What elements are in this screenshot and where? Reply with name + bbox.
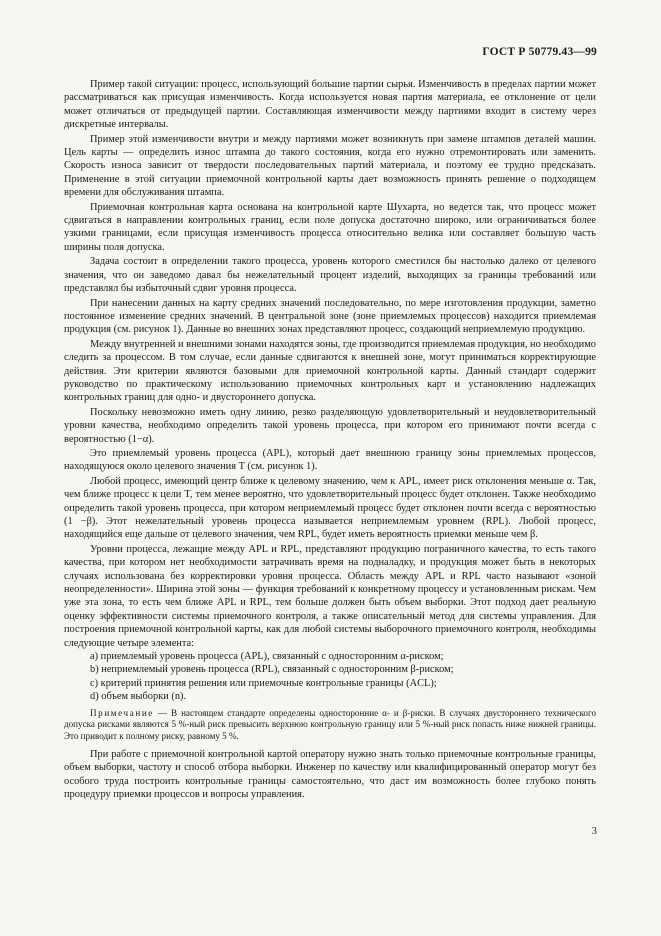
paragraph: При нанесении данных на карту средних значений последовательно, по мере изготовления продукции, заметно постоянное изменение средних значений. В центральной зоне (зоне приемлемых процессов) находится приемлемая продукция (см. рисунок 1). Данные во внешних зонах представляют процесс, создающий неприемлемую продукцию. [64, 297, 596, 336]
note-label: Примечание [90, 707, 154, 718]
list-item: d) объем выборки (n). [90, 691, 187, 703]
page-number: 3 [591, 826, 597, 837]
paragraph: Пример такой ситуации: процесс, использующий большие партии сырья. Изменчивость в пределах партии может рассматриваться как присущая изменчивость. Когда используется новая партия материала, ее отклонение от цели может отличаться от предыдущей партии. Составляющая изменчивости между партиями входит в систему через дискретные интервалы. [64, 79, 596, 131]
paragraph: Любой процесс, имеющий центр ближе к целевому значению, чем к APL, имеет риск отклонения меньше α. Так, чем ближе процесс к цели T, тем менее вероятно, что удовлетворительный процесс будет отклонен. Также необходимо определить такой уровень процесса, при котором неприемлемый процесс будет отклонен почти всегда с вероятностью (1 −β). Этот нежелательный уровень процесса называется неприемлемым уровнем (RPL). Любой процесс, находящийся еще дальше от целевого значения, чем RPL, будет иметь вероятность приемки меньше чем β. [64, 475, 596, 541]
paragraph: Это приемлемый уровень процесса (APL), который дает внешнюю границу зоны приемлемых процессов, находящуюся около целевого значения T (см. рисунок 1). [64, 447, 596, 473]
note [64, 708, 596, 742]
required-elements-list [64, 650, 596, 704]
paragraph: Между внутренней и внешними зонами находятся зоны, где производится приемлемая продукция, но необходимо следить за процессом. В том случае, если данные сдвигаются к внешней зоне, могут приниматься корректирующие действия. Эти критерии являются базовыми для приемочной контрольной карты. Данный стандарт содержит руководство по практическому использованию приемочных контрольных карт и установлению надлежащих контрольных границ для одно- и двустороннего допуска. [64, 338, 596, 404]
paragraph: Поскольку невозможно иметь одну линию, резко разделяющую удовлетворительный и неудовлетворительный уровни качества, необходимо определить такой уровень процесса, при котором его принимают почти всегда с вероятностью (1−α). [64, 406, 596, 445]
list-item: b) неприемлемый уровень процесса (RPL), связанный с односторонним β-риском; [90, 664, 454, 676]
list-item: a) приемлемый уровень процесса (APL), связанный с односторонним α-риском; [90, 651, 444, 663]
paragraph: Уровни процесса, лежащие между APL и RPL, представляют продукцию пограничного качества, то есть такого качества, при котором нет необходимости затрачивать время на подналадку, и продукция может быть в некоторых случаях использована без корректировки уровня процесса. Область между APL и RPL часто называют «зоной неопределенности». Ширина этой зоны — функция требований к конкретному процессу и установленным рискам. Чем уже эта зона, то есть чем ближе APL и RPL, тем больше должен быть объем выборки. Этот подход дает реальную оценку эффективности системы приемочного контроля, а также описательный метод для системы управления. Для построения приемочной контрольной карты, как для любой системы выборочного приемочного контроля, необходимы следующие четыре элемента: [64, 543, 596, 649]
paragraph: Приемочная контрольная карта основана на контрольной карте Шухарта, но ведется так, что процесс может сдвигаться в направлении контрольных границ, если поле допуска достаточно широко, или ограничиваться более узкими границами, если присущая изменчивость процесса относительно велика или составляет большую часть ширины поля допуска. [64, 201, 596, 253]
body-text [64, 78, 596, 802]
list-item: c) критерий принятия решения или приемочные контрольные границы (ACL); [90, 677, 437, 689]
paragraph: Задача состоит в определении такого процесса, уровень которого сместился бы настолько далеко от целевого значения, что он заведомо давал бы нежелательный процент изделий, выходящих за границы требований или представлял бы избыточный сдвиг уровня процесса. [64, 256, 596, 295]
standard-code-header: ГОСТ Р 50779.43—99 [482, 46, 597, 58]
note-text: — В настоящем стандарте определены односторонние α- и β-риски. В случаях двустороннего технического допуска рисками являются 5 %-ный риск превысить верхнюю контрольную границу или 5 %-ный риск попасть ниже нижней границы. Это приводит к полному риску, равному 5 %. [64, 707, 596, 741]
paragraph: При работе с приемочной контрольной картой оператору нужно знать только приемочные контрольные границы, объем выборки, частоту и способ отбора выборки. Инженер по качеству или квалифицированный оператор могут без особого труда построить контрольные границы самостоятельно, что даст им возможность более глубоко понять процедуру приемки процессов и вопросы управления. [64, 748, 596, 801]
paragraph: Пример этой изменчивости внутри и между партиями может возникнуть при замене штампов деталей машин. Цель карты — определить износ штампа до такого состояния, когда его нужно отремонтировать или заменить. Скорость износа зависит от твердости последовательных партий материала, и поэтому ее трудно предсказать. Применение в этой ситуации приемочной контрольной карты дает возможность принять решение о подходящем времени для обслуживания штампа. [64, 133, 596, 199]
